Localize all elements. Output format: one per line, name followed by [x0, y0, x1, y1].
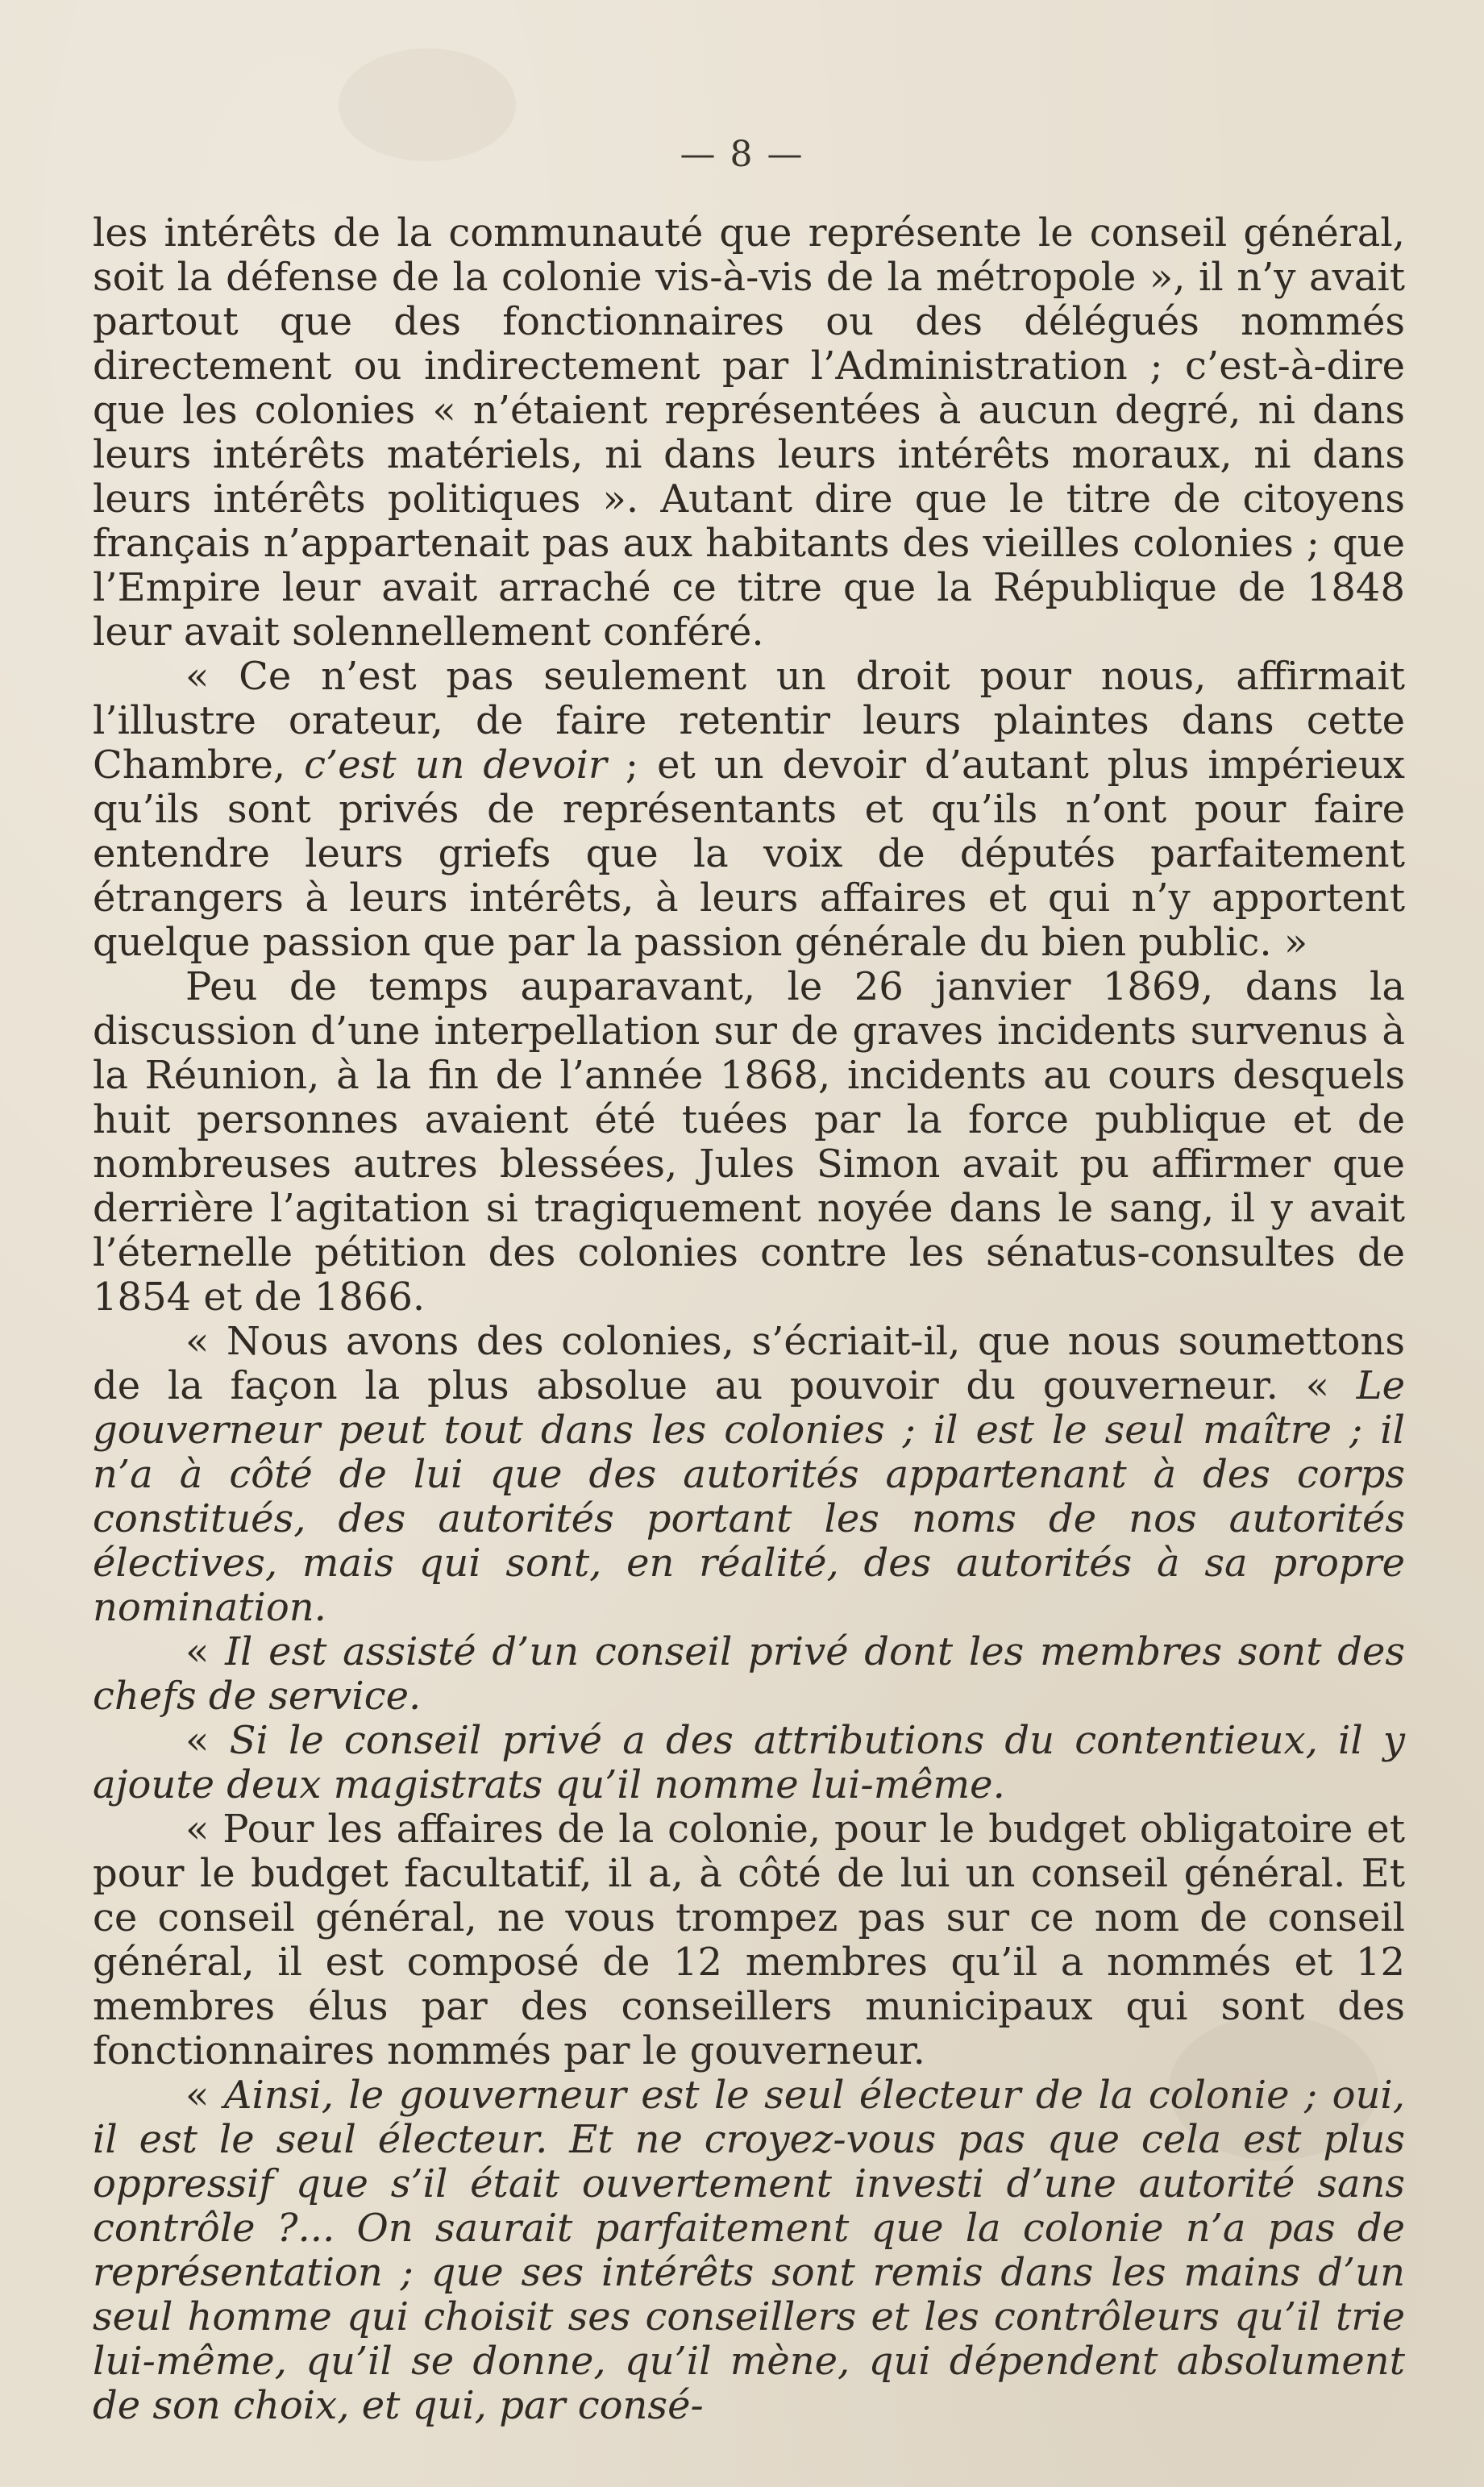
text-run: ; et un devoir d’autant plus impérieux qu’ils sont privés de représentants et qu’ils n’ont pour faire entendre leurs griefs que la voix de députés parfaitement étrangers à leurs intérêts, à leurs affaires et qui n’y apportent quelque passion que par la passion générale du bien public. » [93, 742, 1406, 965]
paragraph [93, 1320, 1405, 1630]
paragraph [93, 655, 1405, 965]
text-run: « Pour les affaires de la colonie, pour le budget obligatoire et pour le budget facultatif, il a, à côté de lui un conseil général. Et ce conseil général, ne vous trompez pas sur ce nom de conseil général, il est composé de 12 membres qu’il a nommés et 12 membres élus par des conseillers municipaux qui sont des fonctionnaires nommés par le gouverneur. [93, 1807, 1405, 2073]
page-number: — 8 — [680, 134, 804, 175]
text-run: « Ce n’est pas seulement un droit pour nous, affirmait l’illustre orateur, de faire retentir leurs plaintes dans cette Chambre, [93, 654, 1405, 788]
paragraph [93, 1630, 1405, 1719]
italic-text-run: Il est assisté d’un conseil privé dont les membres sont des chefs de service. [93, 1629, 1405, 1719]
body-text [93, 211, 1405, 2428]
paragraph [93, 2073, 1405, 2428]
italic-text-run: Si le conseil privé a des attributions du contentieux, il y ajoute deux magistrats qu’il nomme lui-même. [93, 1718, 1406, 1807]
paragraph [93, 965, 1405, 1320]
italic-text-run: Ainsi, le gouverneur est le seul électeur de la colonie ; oui, il est le seul électeur. Et ne croyez-vous pas que cela est plus oppressif que s’il était ouvertement investi d’une autorité sans contrôle ?... On saurait parfaitement que la colonie n’a pas de représentation ; que ses intérêts sont remis dans les mains d’un seul homme qui choisit ses conseillers et les contrôleurs qu’il trie lui-même, qu’il se donne, qu’il mène, qui dépendent absolument de son choix, et qui, par consé- [93, 2073, 1406, 2428]
paragraph [93, 211, 1405, 655]
paragraph [93, 1807, 1405, 2073]
paragraph [93, 1719, 1405, 1807]
text-run: « Nous avons des colonies, s’écriait-il, que nous soumettons de la façon la plus absolue au pouvoir du gouverneur. « [93, 1319, 1405, 1408]
text-run: « [185, 1629, 226, 1674]
italic-text-run: Le gouverneur peut tout dans les colonies ; il est le seul maître ; il n’a à côté de lui que des autorités appartenant à des corps constitués, des autorités portant les noms de nos autorités électives, mais qui sont, en réalité, des autorités à sa propre nomination. [93, 1363, 1405, 1630]
text-run: Peu de temps auparavant, le 26 janvier 1869, dans la discussion d’une interpellation sur de graves incidents survenus à la Réunion, à la fin de l’année 1868, incidents au cours desquels huit personnes avaient été tuées par la force publique et de nombreuses autres blessées, Jules Simon avait pu affirmer que derrière l’agitation si tragiquement noyée dans le sang, il y avait l’éternelle pétition des colonies contre les sénatus-consultes de 1854 et de 1866. [93, 964, 1405, 1320]
text-run: « [185, 1718, 230, 1763]
text-run: « [185, 2073, 224, 2118]
italic-text-run: c’est un devoir [304, 742, 607, 788]
text-run: les intérêts de la communauté que représente le conseil général, soit la défense de la colonie vis-à-vis de la métropole », il n’y avait partout que des fonctionnaires ou des délégués nommés directement ou indirectement par l’Administration ; c’est-à-dire que les colonies « n’étaient représentées à aucun degré, ni dans leurs intérêts matériels, ni dans leurs intérêts moraux, ni dans leurs intérêts politiques ». Autant dire que le titre de citoyens français n’appartenait pas aux habitants des vieilles colonies ; que l’Empire leur avait arraché ce titre que la République de 1848 leur avait solennellement conféré. [93, 210, 1405, 655]
